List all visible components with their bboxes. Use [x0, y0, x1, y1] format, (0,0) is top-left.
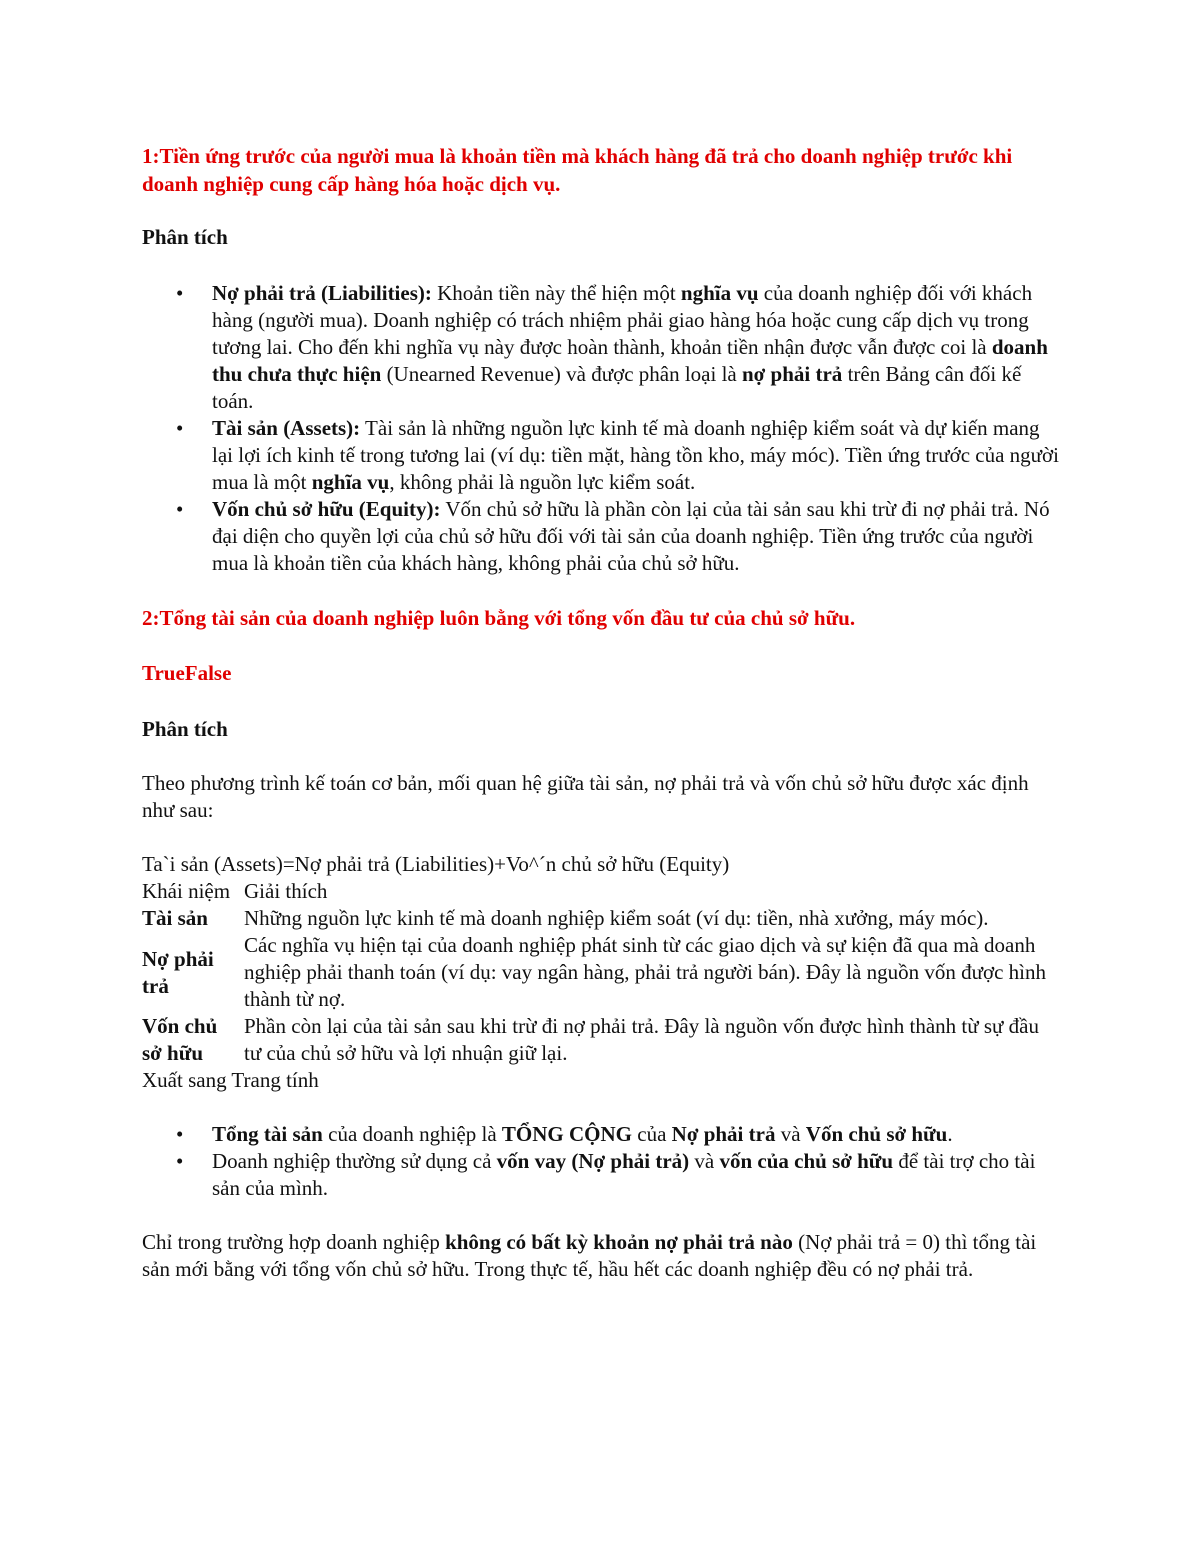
text: (Unearned Revenue) và được phân loại là [381, 362, 742, 386]
list-item-assets [212, 415, 1062, 496]
text: Doanh nghiệp thường sử dụng cả [212, 1149, 497, 1173]
table-cell-desc: Các nghĩa vụ hiện tại của doanh nghiệp phát sinh từ các giao dịch và sự kiện đã qua mà doanh nghiệp phải thanh toán (ví dụ: vay ngân hàng, phải trả người bán). Đây là nguồn vốn được hình thành từ nợ. [244, 933, 1046, 1011]
table-header-desc: Giải thích [244, 879, 328, 903]
text: của doanh nghiệp là [322, 1122, 502, 1146]
list-item-total-assets [212, 1121, 1062, 1148]
list-item-liabilities [212, 280, 1062, 415]
text: trên Bảng cân đối kế toán. [212, 362, 1022, 413]
export-to-sheets-link[interactable]: Xuất sang Trang tính [142, 1068, 319, 1092]
keyword: vốn của chủ sở hữu [719, 1149, 894, 1173]
analysis-2-list [142, 1121, 1062, 1202]
keyword: nghĩa vụ [680, 281, 759, 305]
text: Tài sản là những nguồn lực kinh tế mà doanh nghiệp kiểm soát và dự kiến mang lại lợi ích kinh tế trong tương lai (ví dụ: tiền mặt, hàng tồn kho, máy móc). Tiền ứng trước của người mua là một [212, 416, 1059, 494]
table-header-row [142, 878, 1054, 905]
keyword: Vốn chủ sở hữu [805, 1122, 948, 1146]
table-row [142, 932, 1054, 1013]
text: . [947, 1122, 953, 1146]
keyword: TỔNG CỘNG [501, 1122, 632, 1146]
text: Chỉ trong trường hợp doanh nghiệp [142, 1230, 446, 1254]
analysis-1-list [142, 280, 1062, 577]
table-cell-desc: Phần còn lại của tài sản sau khi trừ đi nợ phải trả. Đây là nguồn vốn được hình thành từ sự đầu tư của chủ sở hữu và lợi nhuận giữ lại. [244, 1014, 1039, 1065]
analysis-2-heading: Phân tích [142, 717, 228, 741]
question-1-title: 1:Tiền ứng trước của người mua là khoản tiền mà khách hàng đã trả cho doanh nghiệp trước khi doanh nghiệp cung cấp hàng hóa hoặc dịch vụ. [142, 144, 1013, 196]
text: của [632, 1122, 672, 1146]
table-row [142, 905, 1054, 932]
text: Khoản tiền này thể hiện một [431, 281, 681, 305]
term-liabilities: Nợ phải trả (Liabilities): [212, 281, 432, 305]
analysis-2-intro: Theo phương trình kế toán cơ bản, mối quan hệ giữa tài sản, nợ phải trả và vốn chủ sở hữu được xác định như sau: [142, 771, 1029, 822]
document-page [142, 142, 1062, 1283]
keyword: vốn vay (Nợ phải trả) [496, 1149, 690, 1173]
question-2-options: TrueFalse [142, 661, 232, 685]
table-cell-term: Tài sản [142, 906, 208, 930]
list-item-equity [212, 496, 1062, 577]
text: và [689, 1149, 720, 1173]
term-assets: Tài sản (Assets): [212, 416, 361, 440]
keyword: doanh thu chưa thực hiện [212, 335, 1048, 386]
table-row [142, 1013, 1054, 1067]
conclusion-paragraph [142, 1229, 1062, 1283]
text: và [775, 1122, 806, 1146]
list-item-funding [212, 1148, 1062, 1202]
text: Vốn chủ sở hữu là phần còn lại của tài sản sau khi trừ đi nợ phải trả. Nó đại diện cho quyền lợi của chủ sở hữu đối với tài sản của doanh nghiệp. Tiền ứng trước của người mua là khoản tiền của khách hàng, không phải của chủ sở hữu. [212, 497, 1050, 575]
term-equity: Vốn chủ sở hữu (Equity): [212, 497, 441, 521]
concept-table [142, 878, 1054, 1067]
table-header-term: Khái niệm [142, 879, 231, 903]
table-cell-desc: Những nguồn lực kinh tế mà doanh nghiệp kiểm soát (ví dụ: tiền, nhà xưởng, máy móc). [244, 906, 989, 930]
question-2-title: 2:Tổng tài sản của doanh nghiệp luôn bằng với tổng vốn đầu tư của chủ sở hữu. [142, 606, 856, 630]
text: để tài trợ cho tài sản của mình. [212, 1149, 1036, 1200]
keyword: nợ phải trả [741, 362, 843, 386]
text: , không phải là nguồn lực kiểm soát. [389, 470, 696, 494]
text: của doanh nghiệp đối với khách hàng (người mua). Doanh nghiệp có trách nhiệm phải giao hàng hóa hoặc cung cấp dịch vụ trong tương lai. Cho đến khi nghĩa vụ này được hoàn thành, khoản tiền nhận được vẫn được coi là [212, 281, 1033, 359]
keyword: không có bất kỳ khoản nợ phải trả nào [445, 1230, 793, 1254]
accounting-equation: Ta`i sản (Assets)=Nợ phải trả (Liabilities)+Vo^´n chủ sở hữu (Equity) [142, 852, 730, 876]
text: (Nợ phải trả = 0) thì tổng tài sản mới bằng với tổng vốn chủ sở hữu. Trong thực tế, hầu hết các doanh nghiệp đều có nợ phải trả. [142, 1230, 1037, 1281]
keyword: nghĩa vụ [311, 470, 390, 494]
keyword: Tổng tài sản [212, 1122, 323, 1146]
table-cell-term: Vốn chủ sở hữu [142, 1014, 218, 1065]
analysis-1-heading: Phân tích [142, 225, 228, 249]
table-cell-term: Nợ phải trả [142, 946, 214, 998]
keyword: Nợ phải trả [671, 1122, 776, 1146]
